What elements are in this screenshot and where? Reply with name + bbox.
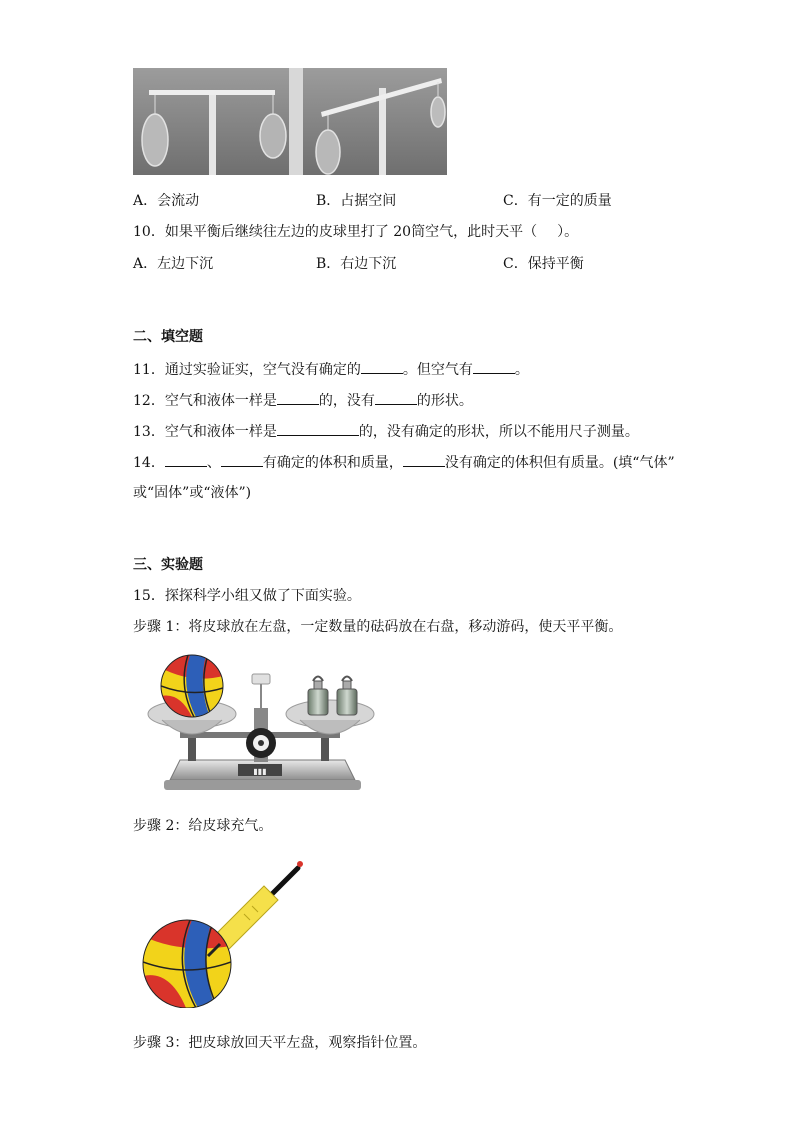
q12: 12．空气和液体一样是 的，没有 的形状。	[133, 389, 473, 411]
step1-text: 步骤 1：将皮球放在左盘，一定数量的砝码放在右盘，移动游码，使天平平衡。	[133, 619, 623, 635]
step3-text: 步骤 3：把皮球放回天平左盘，观察指针位置。	[133, 1035, 427, 1051]
q10-option-c: C．保持平衡	[503, 256, 584, 272]
answer-blank[interactable]	[277, 389, 319, 405]
q9-option-b: B．占据空间	[316, 193, 397, 209]
q9-option-c: C．有一定的质量	[503, 193, 612, 209]
step2-text: 步骤 2：给皮球充气。	[133, 818, 273, 834]
q11: 11．通过实验证实，空气没有确定的 。但空气有 。	[133, 358, 529, 380]
ball-pump-image	[140, 858, 315, 1008]
answer-blank[interactable]	[375, 389, 417, 405]
balloon-balance-photo	[133, 68, 447, 175]
svg-text:▮▮▮: ▮▮▮	[253, 767, 267, 776]
q14-continued: 或“固体”或“液体”)	[133, 485, 252, 501]
balance-scale-image	[140, 648, 385, 796]
answer-blank[interactable]	[221, 451, 263, 467]
q10-question: 10．如果平衡后继续往左边的皮球里打了 20筒空气，此时天平（ ）。	[133, 224, 579, 240]
answer-blank[interactable]	[361, 358, 403, 374]
answer-blank[interactable]	[473, 358, 515, 374]
answer-blank[interactable]	[277, 420, 359, 436]
q9-option-a: A．会流动	[133, 193, 200, 209]
answer-blank[interactable]	[403, 451, 445, 467]
q13: 13．空气和液体一样是 的，没有确定的形状，所以不能用尺子测量。	[133, 420, 639, 442]
q14: 14． 、 有确定的体积和质量， 没有确定的体积但有质量。(填“气体”	[133, 451, 675, 473]
answer-blank[interactable]	[165, 451, 207, 467]
section2-heading: 二、填空题	[133, 329, 203, 345]
q10-option-b: B．右边下沉	[316, 256, 397, 272]
q15: 15．探探科学小组又做了下面实验。	[133, 588, 361, 604]
q10-option-a: A．左边下沉	[133, 256, 214, 272]
section3-heading: 三、实验题	[133, 557, 203, 573]
